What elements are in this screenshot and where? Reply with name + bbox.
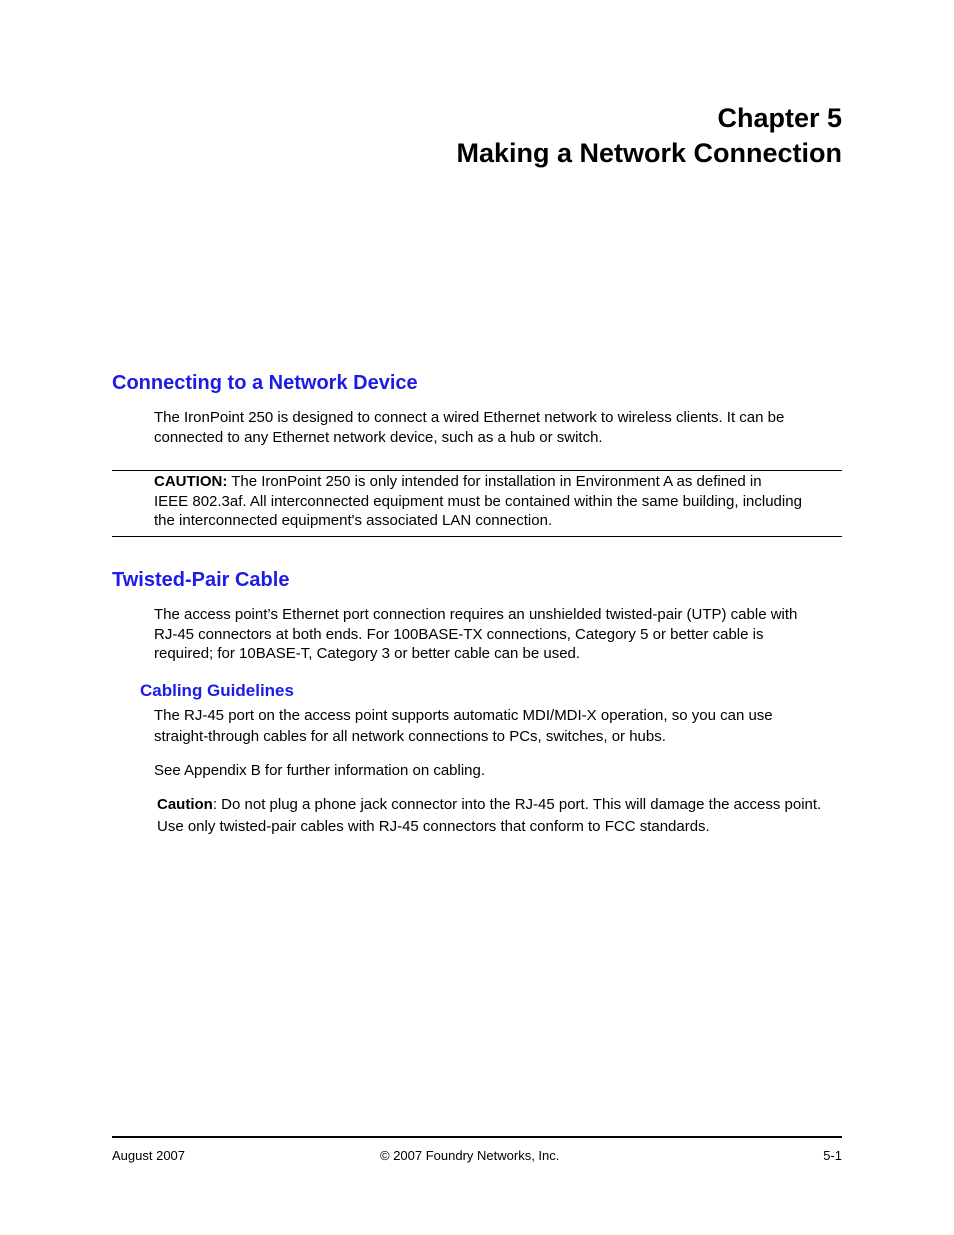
footer-rule <box>112 1136 842 1138</box>
paragraph-line: The IronPoint 250 is designed to connect a wired Ethernet network to wireless clients. It can be <box>154 409 785 426</box>
subsection-heading-cabling: Cabling Guidelines <box>140 681 294 700</box>
footer-copyright: © 2007 Foundry Networks, Inc. <box>380 1148 560 1163</box>
chapter-title <box>456 101 842 171</box>
footer-date: August 2007 <box>112 1148 186 1163</box>
paragraph-line: connected to any Ethernet network device, such as a hub or switch. <box>154 428 603 446</box>
cabling-caution <box>157 794 847 837</box>
caution-label: CAUTION: <box>154 473 228 490</box>
caution-label: Caution <box>157 796 213 813</box>
appendix-reference: See Appendix B for further information on cabling. <box>154 762 486 779</box>
chapter-number: Chapter 5 <box>717 103 842 133</box>
section-connecting-paragraph <box>154 408 844 447</box>
paragraph-line: The access point’s Ethernet port connection requires an unshielded twisted-pair (UTP) cable with <box>154 606 798 623</box>
caution-line: the interconnected equipment's associated LAN connection. <box>154 512 553 529</box>
chapter-name: Making a Network Connection <box>456 138 842 168</box>
caution-text: The IronPoint 250 is only intended for installation in Environment A as defined in <box>227 473 762 490</box>
footer-page-number: 5-1 <box>823 1148 842 1163</box>
caution-rule-top <box>112 470 842 471</box>
caution-text: : Do not plug a phone jack connector into the RJ-45 port. This will damage the access point. <box>212 796 822 813</box>
caution-rule-bottom <box>112 536 842 537</box>
caution-line: IEEE 802.3af. All interconnected equipment must be contained within the same building, including <box>154 492 802 510</box>
caution-line <box>157 794 847 816</box>
cabling-paragraph <box>154 705 844 747</box>
paragraph-line: RJ-45 connectors at both ends. For 100BASE-TX connections, Category 5 or better cable is <box>154 625 764 643</box>
section-heading-connecting: Connecting to a Network Device <box>112 372 418 394</box>
paragraph-line: straight-through cables for all network connections to PCs, switches, or hubs. <box>154 728 666 745</box>
section-twisted-pair-paragraph <box>154 605 844 664</box>
paragraph-line: required; for 10BASE-T, Category 3 or better cable can be used. <box>154 645 581 662</box>
section-heading-twisted-pair: Twisted-Pair Cable <box>112 569 290 591</box>
caution-line <box>154 472 842 492</box>
caution-line: Use only twisted-pair cables with RJ-45 connectors that conform to FCC standards. <box>157 817 710 835</box>
paragraph-line: The RJ-45 port on the access point supports automatic MDI/MDI-X operation, so you can use <box>154 707 773 724</box>
caution-note <box>154 472 842 531</box>
